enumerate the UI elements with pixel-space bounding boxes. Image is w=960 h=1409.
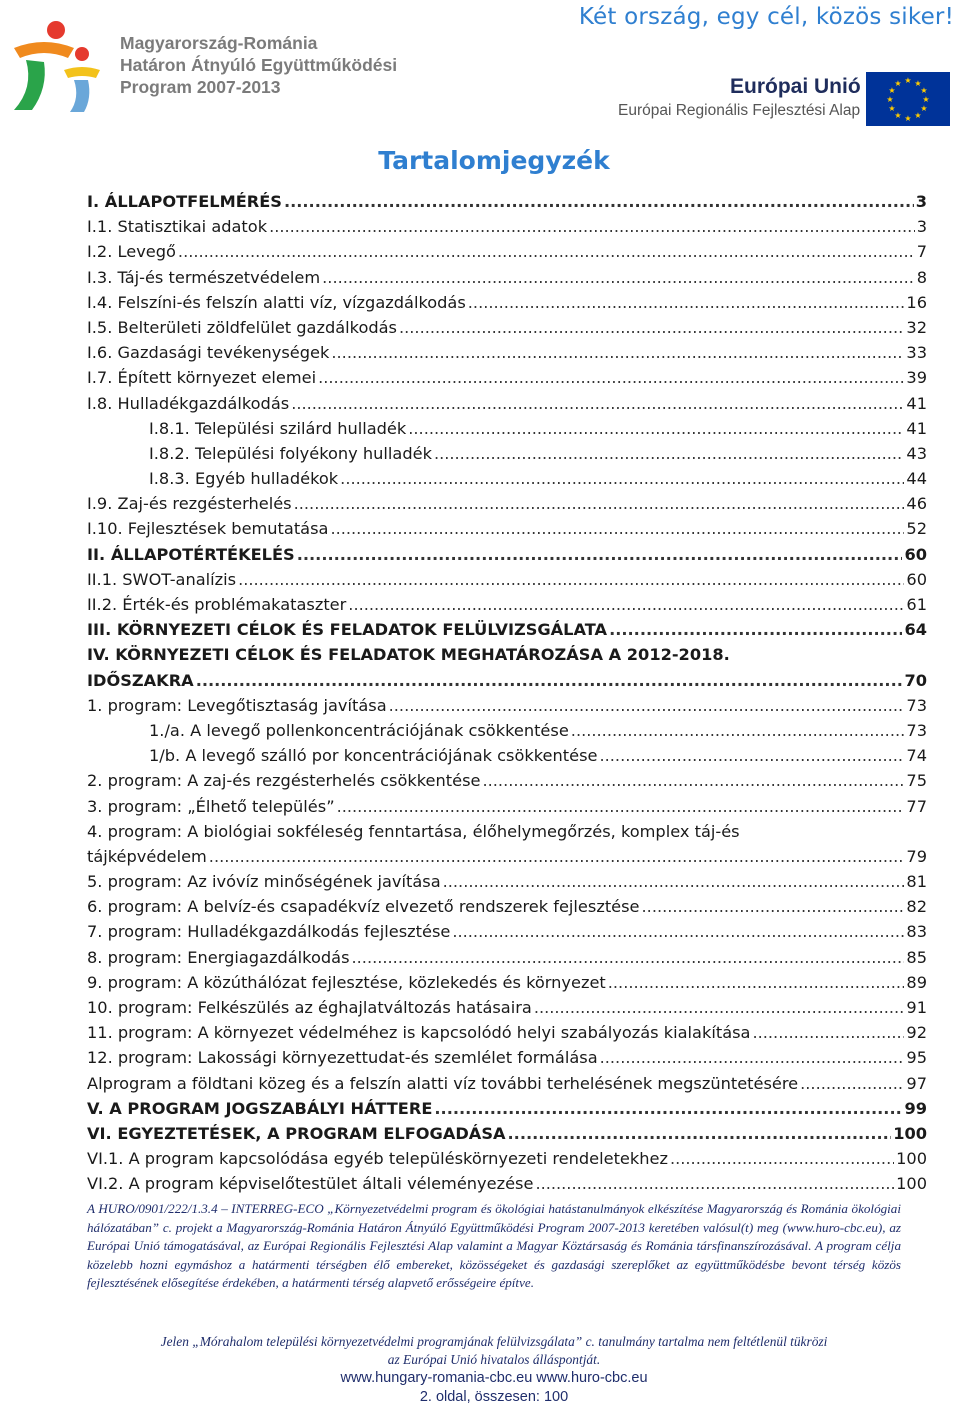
toc-leader-dots (284, 192, 914, 211)
toc-entry[interactable] (87, 217, 927, 242)
toc-entry-title: I.8.1. Települési szilárd hulladék (149, 418, 407, 438)
toc-leader-dots (508, 1124, 892, 1143)
svg-text:★: ★ (886, 95, 894, 104)
toc-entry[interactable] (87, 268, 927, 293)
toc-entry[interactable] (87, 847, 927, 872)
toc-entry-title: I.5. Belterületi zöldfelület gazdálkodás (87, 317, 397, 337)
toc-entry-title: I.10. Fejlesztések bemutatása (87, 519, 329, 539)
toc-leader-dots (337, 797, 905, 816)
toc-entry-page: 44 (906, 469, 927, 489)
toc-leader-dots (599, 746, 904, 765)
funding-disclaimer: A HURO/0901/222/1.3.4 – INTERREG-ECO „Környezetvédelmi program és ökológiai hatástanulmányok elkészítése Magyarország és Románia ökológiai hálózatában” c. projekt a Magyarország-Románia Határon Átnyúló Együttműködési Program 2007-2013 keretében valósul(t) meg (www.huro-cbc.eu), az Európai Unió támogatásával, az Európai Regionális Fejlesztési Alap valamint a Magyar Köztársaság és Románia társfinanszírozásával. A program célja közelebb hozni egymáshoz a határmenti térségben élő embereket, közösségeket és gazdasági szereplőket az együttműködésbe bevont térség közös fejlesztésének elősegítése érdekében, a határmenti térség alapvető erősségeire építve. (87, 1201, 901, 1291)
toc-entry[interactable] (87, 545, 927, 570)
toc-entry-title: III. KÖRNYEZETI CÉLOK ÉS FELADATOK FELÜLVIZSGÁLATA (87, 620, 608, 640)
svg-text:★: ★ (888, 86, 896, 95)
toc-entry-title: I. ÁLLAPOTFELMÉRÉS (87, 192, 282, 211)
toc-entry-title: 5. program: Az ivóvíz minőségének javítása (87, 872, 441, 892)
toc-entry-page: 81 (906, 872, 927, 892)
toc-entry-page: 100 (896, 1149, 927, 1169)
toc-entry[interactable] (87, 645, 927, 670)
toc-entry-page: 43 (906, 443, 927, 463)
svg-text:★: ★ (914, 111, 922, 120)
toc-entry[interactable] (87, 1023, 927, 1048)
toc-entry[interactable] (87, 519, 927, 544)
toc-leader-dots (642, 897, 905, 916)
toc-entry[interactable] (87, 494, 927, 519)
toc-entry-page: 52 (906, 519, 927, 539)
eu-block (616, 72, 956, 130)
toc-entry[interactable] (87, 368, 927, 393)
toc-leader-dots (389, 696, 905, 715)
toc-entry-title: I.8.2. Települési folyékony hulladék (149, 443, 432, 463)
eu-title: Európai Unió (730, 75, 861, 98)
toc-entry-title: VI. EGYEZTETÉSEK, A PROGRAM ELFOGADÁSA (87, 1123, 506, 1143)
toc-entry-page: 92 (906, 1023, 927, 1043)
toc-leader-dots (238, 570, 904, 589)
footnote-line-1: Jelen „Mórahalom települési környezetvédelmi programjának felülvizsgálata” c. tanulmány tartalma nem feltétlenül tükrözi (160, 1334, 828, 1349)
toc-entry[interactable] (87, 696, 927, 721)
svg-text:★: ★ (904, 76, 912, 85)
toc-entry-page: 89 (906, 972, 927, 992)
page-number: 2. oldal, összesen: 100 (419, 1389, 569, 1405)
toc-leader-dots (608, 973, 905, 992)
toc-entry-page: 60 (906, 569, 927, 589)
toc-entry[interactable] (87, 620, 927, 645)
toc-entry[interactable] (87, 318, 927, 343)
toc-entry-page: 74 (906, 746, 927, 766)
toc-leader-dots (434, 444, 904, 463)
toc-entry-title: 1/b. A levegő szálló por koncentrációjának csökkentése (149, 746, 598, 766)
toc-entry-page: 100 (896, 1174, 927, 1194)
toc-leader-dots (408, 419, 904, 438)
program-logo-icon (4, 18, 114, 118)
toc-entry[interactable] (87, 822, 927, 847)
toc-entry-page: 100 (893, 1123, 927, 1143)
toc-leader-dots (209, 847, 905, 866)
toc-entry-page: 3 (915, 192, 927, 211)
toc-entry[interactable] (87, 671, 927, 696)
toc-leader-dots (297, 545, 903, 564)
slogan: Két ország, egy cél, közös siker! (578, 4, 954, 30)
toc-entry-page: 41 (906, 418, 927, 438)
toc-leader-dots (443, 872, 905, 891)
toc-entry-page: 73 (906, 695, 927, 715)
toc-entry[interactable] (87, 343, 927, 368)
toc-entry-title: II. ÁLLAPOTÉRTÉKELÉS (87, 544, 295, 564)
toc-entry[interactable] (87, 1174, 927, 1199)
toc-entry-page: 39 (906, 368, 927, 388)
toc-entry-page: 16 (906, 292, 927, 312)
toc-entry-title: I.8. Hulladékgazdálkodás (87, 393, 290, 413)
toc-entry-page: 41 (906, 393, 927, 413)
toc-entry-page: 46 (906, 494, 927, 514)
program-line-3: Program 2007-2013 (120, 77, 281, 97)
toc-entry-title: tájképvédelem (87, 846, 207, 866)
toc-list (87, 192, 927, 1200)
toc-entry-title: 6. program: A belvíz-és csapadékvíz elvezető rendszerek fejlesztése (87, 897, 640, 917)
toc-leader-dots (752, 1023, 904, 1042)
toc-entry-title: 3. program: „Élhető település” (87, 796, 335, 816)
toc-entry-title: I.8.3. Egyéb hulladékok (149, 469, 339, 489)
toc-entry-page: 83 (906, 922, 927, 942)
toc-entry-title: V. A PROGRAM JOGSZABÁLYI HÁTTERE (87, 1098, 433, 1118)
toc-leader-dots (434, 1099, 902, 1118)
toc-entry-page: 79 (906, 846, 927, 866)
toc-entry-title: 1. program: Levegőtisztaság javítása (87, 695, 387, 715)
toc-entry[interactable] (87, 872, 927, 897)
toc-entry[interactable] (87, 998, 927, 1023)
toc-entry-title: I.6. Gazdasági tevékenységek (87, 343, 330, 363)
eu-subtitle: Európai Regionális Fejlesztési Alap (618, 102, 861, 119)
toc-entry-title: I.9. Zaj-és rezgésterhelés (87, 494, 292, 514)
toc-entry-page: 70 (904, 670, 927, 690)
toc-entry-title: 10. program: Felkészülés az éghajlatváltozás hatásaira (87, 998, 532, 1017)
toc-leader-dots (482, 771, 904, 790)
toc-leader-dots (571, 721, 905, 740)
toc-leader-dots (609, 620, 902, 639)
toc-entry-title: I.7. Épített környezet elemei (87, 368, 317, 388)
svg-text:★: ★ (914, 79, 922, 88)
toc-entry[interactable] (87, 897, 927, 922)
toc-entry-page: 77 (906, 796, 927, 816)
toc-leader-dots (399, 318, 904, 337)
toc-entry[interactable] (87, 721, 927, 746)
toc-entry-page: 75 (906, 771, 927, 791)
svg-text:★: ★ (904, 114, 912, 123)
toc-entry-title: 11. program: A környezet védelméhez is kapcsolódó helyi szabályozás kialakítása (87, 1023, 751, 1043)
toc-entry[interactable] (87, 1048, 927, 1073)
toc-entry[interactable] (87, 1099, 927, 1124)
toc-entry-page: 60 (904, 544, 927, 564)
toc-entry-page: 97 (906, 1073, 927, 1093)
toc-leader-dots (196, 671, 903, 690)
toc-entry-page: 64 (904, 620, 927, 640)
toc-leader-dots (600, 1048, 905, 1067)
toc-entry-page: 91 (906, 998, 927, 1017)
toc-entry-title: 7. program: Hulladékgazdálkodás fejlesztése (87, 922, 451, 942)
toc-entry-title: I.3. Táj-és természetvédelem (87, 267, 321, 287)
toc-entry-page: 33 (906, 343, 927, 363)
toc-entry-page: 61 (906, 595, 927, 614)
toc-entry[interactable] (87, 948, 927, 973)
toc-title: Tartalomjegyzék (378, 146, 610, 175)
toc-leader-dots (340, 469, 904, 488)
toc-entry-title: II.1. SWOT-analízis (87, 569, 237, 589)
toc-entry[interactable] (87, 771, 927, 796)
svg-text:★: ★ (920, 86, 928, 95)
toc-entry-title: II.2. Érték-és problémakataszter (87, 595, 347, 614)
toc-entry-title: 9. program: A közúthálózat fejlesztése, közlekedés és környezet (87, 972, 606, 992)
footnote (0, 1333, 960, 1369)
toc-entry[interactable] (87, 973, 927, 998)
footnote-line-2: az Európai Unió hivatalos álláspontját. (387, 1352, 601, 1367)
toc-entry[interactable] (87, 797, 927, 822)
toc-entry-title: I.1. Statisztikai adatok (87, 217, 268, 237)
toc-entry-title: VI.1. A program kapcsolódása egyéb településkörnyezeti rendeletekhez (87, 1149, 668, 1169)
toc-leader-dots (318, 368, 904, 387)
toc-entry-page: 3 (916, 217, 927, 237)
program-name (120, 32, 397, 98)
toc-entry[interactable] (87, 293, 927, 318)
toc-entry-title: 2. program: A zaj-és rezgésterhelés csökkentése (87, 771, 481, 791)
toc-leader-dots (452, 922, 904, 941)
toc-entry[interactable] (87, 1149, 927, 1174)
toc-leader-dots (352, 948, 905, 967)
toc-entry[interactable] (87, 469, 927, 494)
toc-entry-title: IDŐSZAKRA (87, 670, 194, 690)
toc-leader-dots (322, 268, 915, 287)
toc-leader-dots (269, 217, 915, 236)
toc-entry-page: 95 (906, 1048, 927, 1068)
toc-entry[interactable] (87, 192, 927, 217)
toc-entry-title: VI.2. A program képviselőtestület általi véleményezése (87, 1174, 534, 1194)
toc-entry-title: Alprogram a földtani közeg és a felszín alatti víz további terhelésének megszüntetésére (87, 1073, 799, 1093)
toc-entry-title: 1./a. A levegő pollenkoncentrációjának csökkentése (149, 720, 569, 740)
svg-text:★: ★ (922, 95, 930, 104)
toc-entry[interactable] (87, 444, 927, 469)
program-logo (4, 18, 114, 118)
toc-entry[interactable] (87, 394, 927, 419)
toc-entry-title: 12. program: Lakossági környezettudat-és szemlélet formálása (87, 1048, 598, 1068)
toc-leader-dots (800, 1074, 904, 1093)
toc-leader-dots (331, 343, 904, 362)
toc-entry-page: 7 (916, 242, 927, 262)
toc-leader-dots (178, 242, 915, 261)
toc-entry-page: 32 (906, 317, 927, 337)
eu-flag-icon (866, 72, 950, 126)
toc-entry-page: 73 (906, 720, 927, 740)
toc-entry-title: I.4. Felszíni-és felszín alatti víz, vízgazdálkodás (87, 292, 466, 312)
toc-leader-dots (291, 394, 904, 413)
toc-leader-dots (294, 494, 905, 513)
toc-leader-dots (534, 998, 905, 1017)
program-line-2: Határon Átnyúló Együttműködési (120, 55, 398, 75)
toc-leader-dots (468, 293, 905, 312)
toc-entry[interactable] (87, 1124, 927, 1149)
svg-text:★: ★ (888, 104, 896, 113)
program-line-1: Magyarország-Románia (120, 33, 318, 53)
toc-entry-title: I.2. Levegő (87, 242, 176, 262)
toc-entry[interactable] (87, 419, 927, 444)
toc-entry[interactable] (87, 746, 927, 771)
toc-entry[interactable] (87, 922, 927, 947)
toc-entry-title: 4. program: A biológiai sokféleség fenntartása, élőhelymegőrzés, komplex táj-és (87, 821, 740, 841)
toc-entry-page: 82 (906, 897, 927, 917)
toc-entry[interactable] (87, 242, 927, 267)
toc-entry[interactable] (87, 595, 927, 620)
toc-entry-title: 8. program: Energiagazdálkodás (87, 947, 350, 967)
toc-entry[interactable] (87, 570, 927, 595)
website-links[interactable]: www.hungary-romania-cbc.eu www.huro-cbc.eu (340, 1370, 648, 1386)
svg-text:★: ★ (894, 79, 902, 88)
toc-entry[interactable] (87, 1074, 927, 1099)
toc-leader-dots (670, 1149, 894, 1168)
svg-text:★: ★ (920, 104, 928, 113)
svg-text:★: ★ (894, 111, 902, 120)
toc-leader-dots (535, 1174, 894, 1193)
toc-entry-page: 85 (906, 947, 927, 967)
toc-entry-page: 99 (904, 1098, 927, 1118)
toc-leader-dots (348, 595, 904, 614)
toc-entry-title: IV. KÖRNYEZETI CÉLOK ÉS FELADATOK MEGHATÁROZÁSA A 2012-2018. (87, 645, 730, 665)
toc-entry-page: 8 (916, 267, 927, 287)
toc-leader-dots (330, 519, 904, 538)
